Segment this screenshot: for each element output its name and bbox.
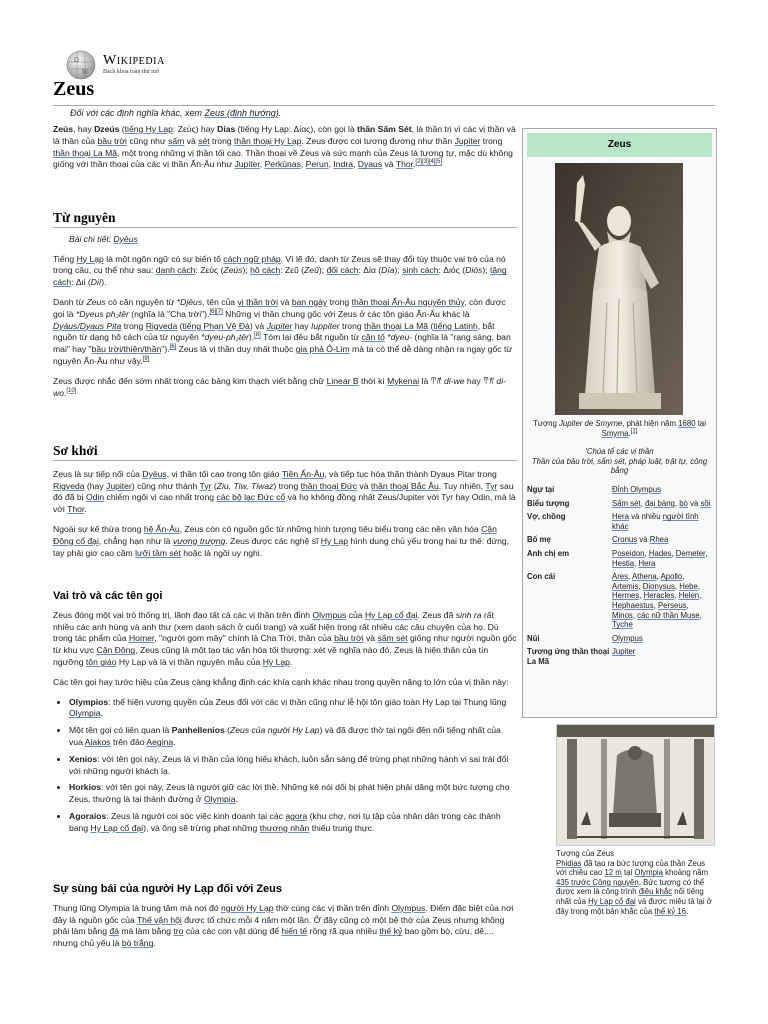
inline-link[interactable]: bầu trời (334, 633, 364, 644)
inline-link[interactable]: Jupiter (266, 320, 293, 331)
inline-link[interactable]: Olympia (634, 868, 663, 878)
epithet-list (53, 697, 517, 835)
infobox-subtitle-2: Thần của bầu trời, sấm sét, pháp luật, trật tự, công bằng (531, 456, 708, 476)
infobox-value: Hera và nhiều người tình khác (612, 512, 699, 531)
inline-link[interactable]: tro (173, 926, 184, 937)
inline-link[interactable]: Rigveda (53, 480, 85, 491)
inline-link[interactable]: tiếng Latinh (433, 320, 478, 331)
inline-link[interactable]: sồi (700, 498, 711, 508)
italic-term: Zeû (304, 265, 319, 276)
infobox-key: Bố mẹ (527, 535, 551, 545)
inline-link[interactable]: Rhea (649, 535, 669, 545)
infobox-value: Ares, Athena, Apollo, Artemis, Dionysus, Hebe, Hermes, Heracles, Helen, Hephaestus, Perseus, Minos, các nữ thần Muse, Tyche (612, 572, 702, 630)
inline-link[interactable]: Hy Lạp (262, 656, 290, 667)
inline-link[interactable]: Poseidon (612, 548, 645, 558)
inline-link[interactable]: Hy Lạp (320, 535, 349, 546)
inline-link[interactable]: Tyr (199, 480, 212, 491)
infobox-row (527, 647, 712, 666)
bold-term: Dias (217, 124, 236, 134)
inline-link[interactable]: Dyáus/Dyaus Pita (53, 320, 122, 331)
inline-link[interactable]: Perkūnas (264, 159, 301, 170)
inline-link[interactable]: Dionysus (642, 581, 675, 591)
inline-link[interactable]: tiếng Hy Lạp (124, 124, 173, 134)
inline-link[interactable]: Mykenai (387, 375, 420, 386)
etymology-paragraph: Tiếng Hy Lạp là một ngôn ngữ có sự biến tố cách ngữ pháp. Vì lẽ đó, danh từ Zeus sẽ thay đổi tùy thuộc vai trò của nó trong câu, cụ thể như sau: danh cách: Ζεύς (Zeús); hô cách: Ζεῦ (Zeû); đối cách: Δία (Día); sinh cách: Διός (Diós); tặng cách: Διί (Dií). (53, 253, 507, 288)
infobox-row (527, 634, 712, 644)
inline-link[interactable]: bầu trời/thiên/thần (91, 344, 162, 355)
page-title: Zeus (53, 78, 95, 100)
inline-link[interactable]: thần thoại La Mã (364, 320, 429, 331)
worship-paragraph: Thung lũng Olympia là trung tâm mà nơi đó người Hy Lạp thờ cúng các vị thần trên đỉnh Olympus. Điểm đặc biệt của nơi đây là nguồn gốc của Thế vận hội được tổ chức mỗi 4 năm một lần. Ở đây cũng có một bệ thờ của Zeus nhưng không phải làm bằng đá mà làm bằng tro của các con vật dùng để hiến tế rồng rã qua nhiều thế kỷ bao gồm bò, cừu, dê,... nhưng chủ yếu là bò trắng. (53, 902, 514, 949)
inline-link[interactable]: Indra (333, 159, 353, 170)
inline-link[interactable]: Helen (678, 591, 700, 601)
inline-link[interactable]: căn tố (361, 332, 385, 343)
italic-term: *Dyeus ph₂tēr (75, 308, 129, 319)
bold-term: Agoraios (69, 810, 107, 821)
inline-link[interactable]: 1680 (678, 419, 696, 428)
inline-link[interactable]: Olympus (612, 633, 643, 643)
hatnote-text: Đối với các định nghĩa khác, xem (70, 108, 205, 118)
infobox-value (612, 634, 712, 644)
hatnote-suffix: . (278, 108, 282, 118)
inline-link[interactable]: 435 trước Công nguyên (556, 877, 639, 887)
roles-paragraph: Zeus đóng một vai trò thống trị, lãnh đạo tất cả các vị thần trên đỉnh Olympus của Hy Lạp cổ đại. Zeus đã sinh ra rất nhiều các anh hùng và anh thư (xem danh sách ở cuối trang) và xuất hiện trong rất nhiều các câu chuyện của họ. Dù trong tác phẩm của Homer, "người gom mây" chính là Cha Trời, thần của bầu trời và sấm sét giống như người nguồn gốc từ khu vực Cận Đông, Zeus cũng là một tạo tác văn hóa tối thượng: xét về nghĩa nào đó, Zeus là hiện thân của tín ngưỡng tôn giáo Hy Lạp và là vị thần nguyên mẫu của Hy Lạp. (53, 609, 517, 667)
inline-link[interactable]: Hera (612, 512, 629, 522)
inline-link[interactable]: tiếng Phạn Vệ Đà (182, 320, 250, 331)
olympia-statue-figure (556, 724, 715, 916)
inline-link[interactable]: các nữ thần Muse (637, 610, 700, 620)
inline-link[interactable]: Minos (612, 610, 633, 620)
italic-term: *dyeu- (387, 332, 413, 343)
infobox-value: Sấm sét, đại bàng, bò và sồi (612, 498, 711, 508)
italic-term: di-wo (53, 375, 506, 398)
inline-link[interactable]: Demeter (675, 548, 706, 558)
hatnote-link[interactable]: Zeus (định hướng) (204, 108, 279, 118)
italic-term: Jupiter de Smyrne (558, 419, 623, 428)
inline-link[interactable]: Thor (67, 504, 85, 515)
italic-term: Ziu, Tiw, Tiwaz (216, 480, 274, 491)
inline-link[interactable]: Thế vận hội (136, 914, 182, 925)
title-divider (53, 105, 715, 106)
inline-link[interactable]: sấm (168, 135, 185, 146)
etymology-paragraph: Zeus được nhắc đến sớm nhất trong các bảng kim thạch viết bằng chữ Linear B thời kì Mykenai là 𐀇𐀺 di-we hay 𐀇𐀺 di-wo.[10] (53, 375, 506, 398)
inline-link[interactable]: thần thoại Hy Lạp (234, 135, 302, 146)
inline-link[interactable]: Homer (128, 633, 155, 644)
infobox-rows (527, 485, 712, 671)
inline-link[interactable]: thế kỷ 16 (654, 906, 687, 916)
italic-term: Zeus của người Hy Lạp (229, 725, 320, 736)
infobox-row (527, 572, 712, 630)
inline-link[interactable]: Olympus (391, 902, 426, 913)
inline-link[interactable]: gia phả Ô-Lim (295, 344, 350, 355)
reference-link[interactable]: [1] (630, 428, 638, 434)
inline-link[interactable]: 12 m (604, 868, 622, 878)
inline-link[interactable]: Hy Lạp cổ đại (90, 822, 144, 833)
italic-term: Iuppiter (311, 320, 340, 331)
bold-term: Xenios (69, 753, 98, 764)
inline-link[interactable]: Sấm sét (612, 498, 641, 508)
inline-link[interactable]: Hy Lạp (76, 253, 104, 264)
inline-link[interactable]: Hera (638, 558, 656, 568)
reference-link[interactable]: [6][7] (209, 308, 223, 315)
inline-link[interactable]: Hy Lạp cổ đại (588, 896, 636, 906)
bold-term: Panhellenios (171, 725, 225, 736)
inline-link[interactable]: điêu khắc (638, 887, 673, 897)
inline-link[interactable]: Dyaus (357, 159, 383, 170)
infobox-caption: Tượng Jupiter de Smyrne, phát hiện năm 1680 tại Smyrna.[1] (533, 419, 706, 438)
italic-term: sinh ra (455, 609, 482, 620)
inline-link[interactable]: Perun (305, 159, 329, 170)
list-item: • Agoraios: Zeus là người coi sóc việc kinh doanh tại các agora (khu chợ, nơi tụ tập của nhân dân trong các thành bang Hy Lạp cổ đại), và ông sẽ trừng phạt những thương nhân thiếu trung thực. (69, 811, 517, 835)
inline-link[interactable]: Jupiter (106, 480, 132, 491)
inline-link[interactable]: ban ngày (291, 296, 328, 307)
inline-link[interactable]: hô cách (250, 265, 281, 276)
inline-link[interactable]: Olympia (203, 794, 236, 805)
inline-link[interactable]: Olympus (312, 609, 347, 620)
inline-link[interactable]: Phidias (556, 858, 582, 868)
infobox-key: Ngự tại (527, 485, 555, 494)
figure-caption: Tượng của Zeus Phidias đã tạo ra bức tượng của thần Zeus với chiều cao 12 m tại Olympia khoảng năm 435 trước Công nguyên. Bức tượng có thể được xem là công trình điêu khắc nổi tiếng nhất của Hy Lạp cổ đại và được miêu tả lại ở đây trong một bản khắc của thế kỷ 16. (556, 849, 712, 916)
infobox (522, 128, 717, 718)
section-heading-origins: Sơ khởi (53, 445, 517, 461)
inline-link[interactable]: tôn giáo (85, 656, 117, 667)
hatnote (70, 108, 281, 118)
origins-paragraph: Zeus là sự tiếp nối của Dyēus, vị thần tối cao trong tôn giáo Tiền Ấn-Âu, và tiếp tục hóa thân thành Dyaus Pitar trong Rigveda (hay Jupiter) cũng như thánh Tyr (Ziu, Tiw, Tiwaz) trong thần thoại Đức và thần thoại Bắc Âu. Tuy nhiên, Tyr sau đó đã bị Odin chiếm ngôi vị cao nhất trong các bộ lạc Đức cổ và họ không đồng nhất Zeus/Jupiter với Tyr hay Odin, mà là với Thor. (53, 468, 516, 515)
section-heading-roles: Vai trò và các tên gọi (53, 590, 163, 602)
etymology-section (53, 212, 517, 407)
puzzle-globe-icon (66, 50, 96, 80)
svg-text:Ω: Ω (74, 57, 79, 64)
olympia-engraving-image[interactable] (556, 724, 715, 846)
inline-link[interactable]: Aegina (146, 736, 174, 747)
intro-paragraph: Zeús, hay Dzeús (tiếng Hy Lạp: Ζεύς) hay Dias (tiếng Hy Lạp: Δίας), còn gọi là thần Sấm Sét, là thần trị vì các vị thần và là thần của bầu trời cũng như sấm và sét trong thần thoại Hy Lạp. Zeus được coi tương đương như thần Jupiter trong thần thoại La Mã, một trong những vị thần tối cao. Thần thoại về Zeus và sức mạnh của Zeus là tương tự, mặc dù không giống với thần thoại của các vị thần Ấn-Âu như Jupiter, Perkūnas, Perun, Indra, Dyaus và Thor.[2][3][4][5] (53, 124, 516, 170)
inline-link[interactable]: Aiakos (84, 736, 111, 747)
inline-link[interactable]: Jupiter (234, 159, 260, 170)
infobox-row (527, 512, 712, 531)
inline-link[interactable]: Smyrna (601, 428, 629, 438)
inline-link[interactable]: Hestia (612, 558, 635, 568)
inline-link[interactable]: thương nhân (259, 822, 310, 833)
italic-term: Dií (90, 277, 102, 288)
inline-link[interactable]: sấm sét (377, 633, 408, 644)
italic-term: *Djēus (176, 296, 203, 307)
infobox-row (527, 485, 712, 495)
bold-term: Dzeús (94, 124, 120, 134)
reference-link[interactable]: [9] (142, 356, 150, 363)
inline-link[interactable]: Hy Lạp cổ đại (364, 609, 418, 620)
inline-link[interactable]: vị thần trời (237, 296, 278, 307)
bold-term: thần Sấm Sét (357, 124, 412, 134)
inline-link[interactable]: hệ Ấn-Âu (143, 523, 180, 534)
inline-link[interactable]: Hebe (679, 581, 698, 591)
bold-term: Zeús (53, 124, 74, 134)
inline-link[interactable]: cách ngữ pháp (223, 253, 281, 264)
italic-term: di-we (443, 375, 465, 386)
reference-link[interactable]: [6] (169, 344, 177, 351)
main-article-prefix: Bài chi tiết: (69, 233, 114, 244)
bold-term: Horkios (69, 782, 101, 793)
infobox-row (527, 499, 712, 509)
worship-section (53, 884, 517, 958)
intro-section (53, 124, 517, 179)
inline-link[interactable]: thần thoại Đức (300, 480, 358, 491)
tagline: Bách khoa toàn thư mở (103, 69, 160, 75)
inline-link[interactable]: Rigveda (145, 320, 178, 331)
inline-link[interactable]: Cronus (612, 535, 638, 545)
inline-link[interactable]: Olympia (69, 708, 101, 719)
reference-link[interactable]: [8] (254, 332, 261, 339)
inline-link[interactable]: người Hy Lạp (221, 902, 274, 913)
inline-link[interactable]: sét (198, 135, 210, 146)
list-item: • Một tên gọi có liên quan là Panhellenios (Zeus của người Hy Lạp) và đã được thờ tại ngôi đền nổi tiếng nhất của vua Aiakos trên đảo Aegina. (69, 725, 517, 749)
inline-link[interactable]: Apollo (660, 572, 683, 582)
infobox-value: Poseidon, Hades, Demeter, Hestia, Hera (612, 548, 708, 568)
list-item: • Horkios: với tên gọi này, Zeus là người giữ các lời thề. Những kẻ nói dối bị phát hiện phải dâng một bức tượng cho Zeus, thường là tại thánh đường ở Olympia. (69, 782, 517, 806)
inline-link[interactable]: thần thoại La Mã (53, 147, 118, 158)
inline-link[interactable]: agora (285, 810, 308, 821)
infobox-key: Vợ, chồng (527, 512, 566, 522)
infobox-row (527, 549, 712, 568)
inline-link[interactable]: Hermes (612, 591, 640, 601)
inline-link[interactable]: Heracles (643, 591, 675, 601)
section-heading-worship: Sự sùng bái của người Hy Lạp đối với Zeus (53, 883, 282, 895)
list-item: • Olympios: thể hiện vương quyền của Zeus đối với các vị thần cũng như lễ hội tôn giáo toàn Hy Lạp tại Thung lũng Olympia. (69, 697, 517, 721)
svg-text:W: W (82, 69, 89, 76)
roles-section (53, 591, 517, 840)
inline-link[interactable]: Ares (612, 572, 629, 582)
inline-link[interactable]: Thor (395, 159, 414, 170)
main-article-note (53, 234, 517, 246)
italic-term: Diós (465, 265, 483, 276)
inline-link[interactable]: bò trắng (121, 938, 154, 949)
origins-paragraph: Ngoài sự kế thừa trong hệ Ấn-Âu, Zeus còn có nguồn gốc từ những hình tượng tiêu biểu trong các nền văn hóa Cận Đông cổ đại, chẳng hạn như là vương trượng. Zeus được các nghệ sĩ Hy Lạp hình dung chủ yếu trong hai tư thế: đứng, tay phải giơ cao cầm lưỡi tầm sét hoặc là ngồi uy nghi. (53, 523, 510, 558)
infobox-row (527, 535, 712, 545)
inline-link[interactable]: tặng cách (53, 265, 507, 288)
infobox-value (612, 485, 712, 495)
reference-link[interactable]: [2][3][4][5] (415, 159, 443, 166)
etymology-paragraph: Danh từ Zeus có căn nguyên từ *Djēus, tên của vị thần trời và ban ngày trong thần thoại Ấn-Âu nguyên thủy, còn được gọi là *Dyeus ph₂tēr (nghĩa là "Cha trời").[6][7] Những vị thần chung gốc với Zeus ở các tôn giáo Ấn-Âu khác là Dyáus/Dyaus Pita trong Rigveda (tiếng Phạn Vệ Đà) và Jupiter hay Iuppiter trong thần thoại La Mã (tiếng Latinh, bắt nguồn từ dạng hô cách của từ nguyên *dyeu-ph₂tēr).[8] Tóm lại đều bắt nguồn từ căn tố *dyeu- (nghĩa là "rạng sáng, ban mai" hay "bầu trời/thiên/thần").[6] Zeus là vị thần duy nhất thuộc gia phả Ô-Lim mà ta có thể dễ dàng nhận ra ngay gốc từ nguyên Ấn-Âu như vậy.[9] (53, 296, 513, 366)
infobox-value: Cronus và Rhea (612, 535, 669, 545)
inline-link[interactable]: Cận Đông cổ đại (53, 523, 497, 546)
section-heading-etymology: Từ nguyên (53, 212, 517, 228)
infobox-key: Tương ứng thần thoại La Mã (527, 647, 610, 666)
infobox-subtitle-1: 'Chúa tể các vị thần (585, 447, 654, 456)
inline-link[interactable]: người tình khác (612, 512, 699, 531)
inline-link[interactable]: danh cách (155, 265, 196, 276)
bold-term: Olympios (69, 696, 109, 707)
inline-link[interactable]: Hades (648, 548, 672, 558)
inline-link[interactable]: thế kỷ (379, 926, 403, 937)
inline-link[interactable]: hiến tế (281, 926, 308, 937)
inline-link[interactable]: Tyr (485, 480, 498, 491)
inline-link[interactable]: bò (679, 498, 688, 508)
inline-link[interactable]: đại bàng (644, 498, 675, 508)
inline-link[interactable]: thần thoại Ấn-Âu nguyên thủy (351, 296, 465, 307)
infobox-key: Biểu tượng (527, 498, 570, 508)
inline-link[interactable]: Tiền Ấn-Âu (281, 468, 325, 479)
main-article-link[interactable]: Dyēus (113, 233, 138, 244)
italic-term: Día (381, 265, 395, 276)
origins-section (53, 445, 517, 567)
italic-term: Zeús (223, 265, 243, 276)
inline-link[interactable]: Athena (631, 572, 657, 582)
inline-link[interactable]: lưỡi tầm sét (135, 547, 181, 558)
infobox-subtitle (527, 447, 712, 476)
inline-link[interactable]: Linear B (326, 375, 359, 386)
italic-term: Zeus (86, 296, 106, 307)
roles-paragraph: Các tên gọi hay tước hiệu của Zeus càng khẳng định các khía cạnh khác nhau trong quyền năng to lớn của vị thần này: (53, 676, 509, 687)
inline-link[interactable]: Đỉnh Olympus (612, 485, 661, 494)
inline-link[interactable]: bầu trời (97, 135, 127, 146)
inline-link[interactable]: Odin (85, 492, 105, 503)
inline-link[interactable]: các bộ lạc Đức cổ (216, 492, 286, 503)
inline-link[interactable]: Artemis (612, 581, 639, 591)
inline-link[interactable]: Hephaestus (612, 600, 654, 610)
inline-link[interactable]: Perseus (657, 600, 687, 610)
list-item: • Xenios: với tên gọi này, Zeus là vị thần của lòng hiếu khách, luôn sẵn sàng để trừng phạt những hành vi sai trái đối với những người khách lạ. (69, 754, 517, 778)
infobox-key: Núi (527, 633, 540, 643)
italic-term: *dyeu-ph₂tēr (201, 332, 249, 343)
inline-link[interactable]: Cận Đông (96, 645, 136, 656)
infobox-key: Con cái (527, 572, 556, 582)
zeus-statue-image[interactable] (555, 163, 683, 415)
inline-link[interactable]: Jupiter (612, 647, 636, 657)
infobox-title: Zeus (527, 133, 712, 157)
inline-link[interactable]: thần thoại Bắc Âu (370, 480, 439, 491)
wordmark: Wikipedia (103, 53, 165, 68)
reference-link[interactable]: [10] (66, 387, 77, 394)
infobox-key: Anh chị em (527, 548, 570, 558)
inline-link[interactable]: vương trượng (172, 535, 226, 546)
inline-link[interactable]: đối cách (326, 265, 359, 276)
infobox-value (612, 647, 712, 666)
wikipedia-logo[interactable] (66, 50, 226, 80)
inline-link[interactable]: đá (109, 926, 119, 937)
inline-link[interactable]: Tyche (612, 620, 633, 630)
inline-link[interactable]: Jupiter (454, 135, 481, 146)
inline-link[interactable]: sinh cách (402, 265, 439, 276)
inline-link[interactable]: Dyēus (142, 468, 167, 479)
